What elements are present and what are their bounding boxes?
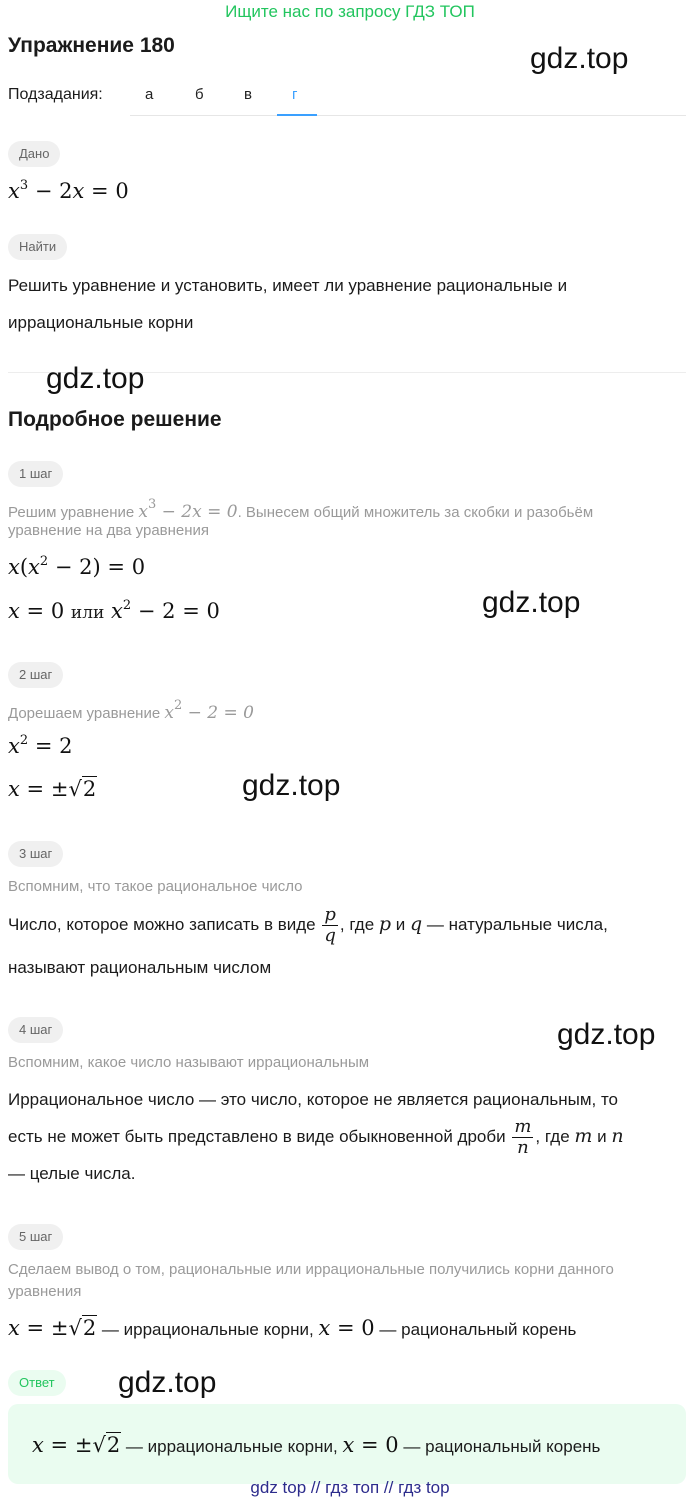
step2-eq2: x = ±√2 [8, 777, 97, 801]
given-label: Дано [8, 141, 60, 167]
step4-label: 4 шаг [8, 1017, 63, 1043]
tab-b[interactable]: б [195, 86, 204, 103]
answer-label: Ответ [8, 1370, 66, 1396]
step3-note: Вспомним, что такое рациональное число [8, 878, 303, 895]
footer-links[interactable]: gdz top // гдз топ // гдз top [250, 1478, 450, 1497]
step5-note: Сделаем вывод о том, рациональные или иррациональные получились корни данного [8, 1261, 614, 1278]
watermark: gdz.top [46, 362, 145, 395]
step4-text-line1: Иррациональное число — это число, которое не является рациональным, то [8, 1090, 619, 1109]
tab-active-indicator [277, 114, 317, 116]
step2-note: Дорешаем уравнение $x^2 - 2 = 0$ [8, 698, 254, 723]
watermark: gdz.top [242, 769, 341, 802]
tab-g-active[interactable]: г [292, 86, 298, 103]
subtasks-label: Подзадания: [8, 86, 103, 103]
find-label: Найти [8, 234, 67, 260]
step4-text-line2: есть не может быть представлено в виде обыкновенной дроби $\frac{m}{n}$ , где m и n [8, 1116, 624, 1159]
step3-text-line2: называют рациональным числом [8, 958, 272, 977]
step2-label: 2 шаг [8, 662, 63, 688]
step2-eq1: $x^2 = 2$ [8, 733, 73, 758]
step4-text-line3: — целые числа. [8, 1164, 136, 1183]
answer-text: x = ±√2 — иррациональные корни, x = 0 — рациональный корень [32, 1433, 601, 1457]
find-text-line1: Решить уравнение и установить, имеет ли уравнение рациональные и [8, 276, 568, 295]
step3-label: 3 шаг [8, 841, 63, 867]
step1-eq2: x = 0 или $x^2 - 2 = 0$ [8, 598, 220, 623]
tab-a[interactable]: а [145, 86, 154, 103]
step1-note: Решим уравнение $x^3 - 2x = 0$. Вынесем общий множитель за скобки и разобьём [8, 497, 594, 522]
tab-v[interactable]: в [244, 86, 252, 103]
watermark: gdz.top [557, 1018, 656, 1051]
watermark: gdz.top [530, 42, 629, 75]
watermark: gdz.top [118, 1366, 217, 1399]
promo-banner[interactable]: Ищите нас по запросу ГДЗ ТОП [225, 2, 475, 21]
step5-conclusion: x = ±√2 — иррациональные корни, x = 0 — рациональный корень [8, 1316, 577, 1340]
step3-text: Число, которое можно записать в виде $\frac{p}{q}$ , где p и q — натуральные числа, [8, 904, 608, 947]
step4-note: Вспомним, какое число называют иррациональным [8, 1054, 370, 1071]
find-text-line2: иррациональные корни [8, 313, 194, 332]
watermark: gdz.top [482, 586, 581, 619]
step5-label: 5 шаг [8, 1224, 63, 1250]
tabs-underline [130, 115, 686, 116]
step5-note-line2: уравнения [8, 1283, 82, 1300]
step1-note-line2: уравнение на два уравнения [8, 522, 210, 539]
given-equation: $x^3 - 2x = 0$ [8, 178, 129, 203]
step1-label: 1 шаг [8, 461, 63, 487]
step1-eq1: $x(x^2 - 2) = 0$ [8, 554, 146, 579]
solution-title: Подробное решение [8, 408, 222, 431]
page-title: Упражнение 180 [8, 34, 175, 57]
